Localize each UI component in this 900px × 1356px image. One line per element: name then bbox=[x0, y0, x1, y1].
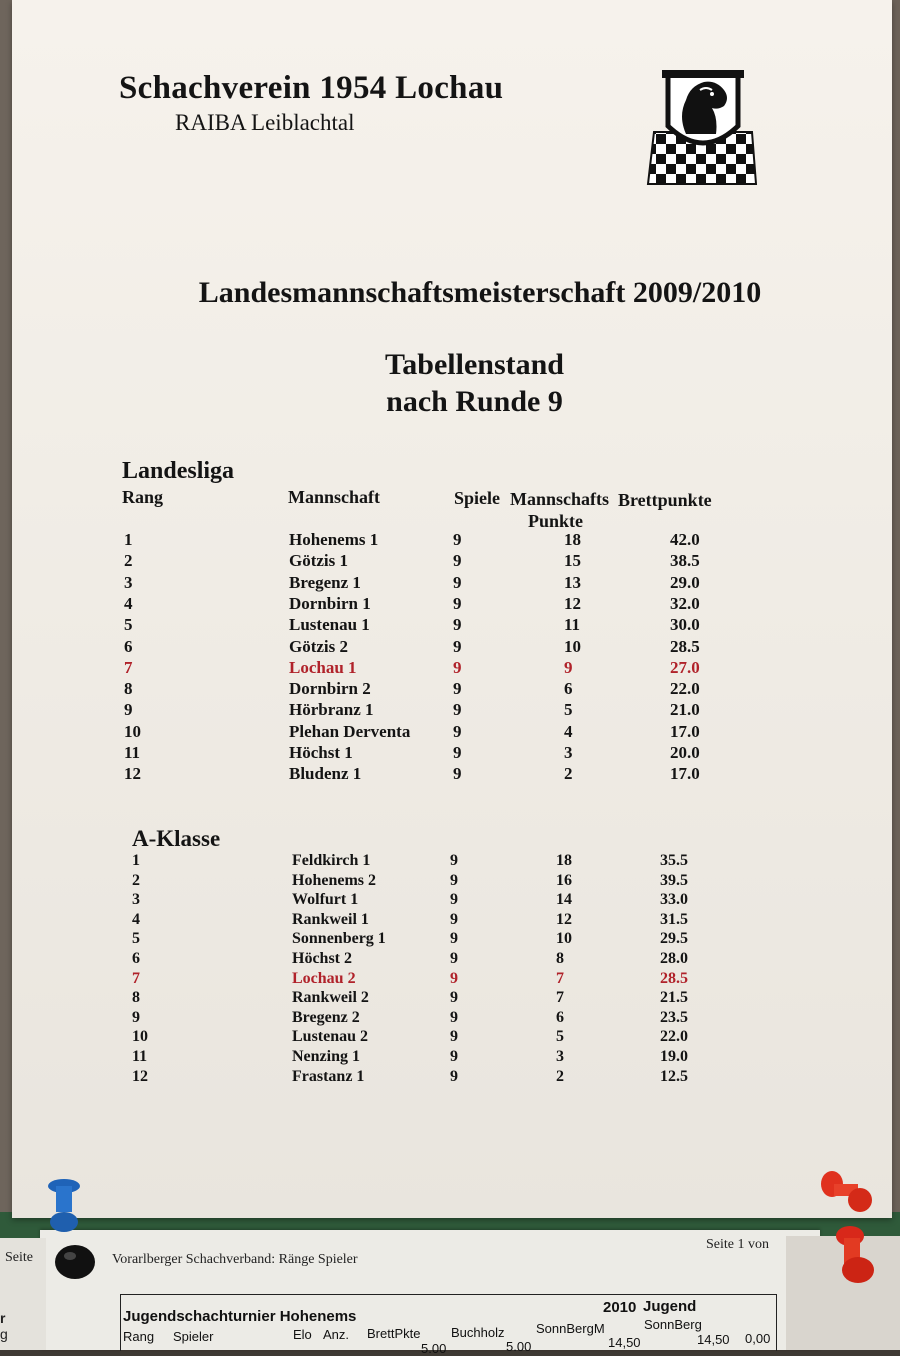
team-cell: Wolfurt 1 bbox=[292, 891, 359, 909]
th-anz: Anz. bbox=[323, 1327, 350, 1342]
team-cell: Lochau 1 bbox=[289, 657, 357, 677]
rank-cell: 8 bbox=[124, 679, 133, 699]
col-mannschaftspunkte: Mannschafts bbox=[510, 489, 610, 509]
rank-cell: 7 bbox=[132, 969, 140, 987]
table-row bbox=[12, 615, 892, 635]
team-points-cell: 7 bbox=[556, 969, 564, 987]
team-points-cell: 4 bbox=[564, 721, 573, 741]
club-sponsor: RAIBA Leiblachtal bbox=[175, 110, 355, 135]
games-cell: 9 bbox=[453, 615, 462, 635]
rank-cell: 3 bbox=[132, 891, 140, 909]
team-cell: Bregenz 2 bbox=[292, 1008, 360, 1026]
team-points-cell: 10 bbox=[564, 636, 581, 656]
games-cell: 9 bbox=[450, 989, 458, 1007]
games-cell: 9 bbox=[453, 700, 462, 720]
col-brettpunkte: Brettpunkte bbox=[618, 490, 712, 510]
table-row bbox=[12, 551, 892, 571]
team-points-cell: 16 bbox=[556, 871, 572, 889]
board-points-cell: 39.5 bbox=[660, 871, 688, 889]
val-extra: 0,00 bbox=[745, 1331, 771, 1346]
games-cell: 9 bbox=[450, 852, 458, 869]
board-points-cell: 31.5 bbox=[660, 910, 688, 928]
tournament-year: 2010 bbox=[603, 1299, 637, 1316]
rank-cell: 2 bbox=[124, 551, 133, 571]
team-cell: Lustenau 1 bbox=[289, 615, 370, 635]
team-points-cell: 18 bbox=[564, 530, 581, 549]
games-cell: 9 bbox=[450, 1048, 458, 1065]
rank-cell: 6 bbox=[124, 636, 133, 656]
board-points-cell: 21.5 bbox=[660, 989, 688, 1007]
games-cell: 9 bbox=[450, 1067, 458, 1085]
board-points-cell: 28.5 bbox=[670, 636, 700, 656]
team-cell: Rankweil 1 bbox=[292, 910, 369, 928]
board-points-cell: 23.5 bbox=[660, 1008, 688, 1026]
team-cell: Götzis 1 bbox=[289, 551, 349, 571]
team-points-cell: 8 bbox=[556, 950, 564, 967]
rank-cell: 7 bbox=[124, 657, 133, 677]
board-points-cell: 29.0 bbox=[670, 572, 700, 592]
board-points-cell: 28.0 bbox=[660, 950, 688, 967]
rank-cell: 1 bbox=[132, 852, 140, 869]
rank-cell: 10 bbox=[132, 1028, 148, 1046]
table-row bbox=[12, 852, 892, 872]
team-cell: Bregenz 1 bbox=[289, 572, 361, 592]
board-points-cell: 35.5 bbox=[660, 852, 688, 869]
games-cell: 9 bbox=[453, 572, 462, 592]
tournament-title: Jugendschachturnier Hohenems bbox=[123, 1308, 357, 1325]
team-points-cell: 2 bbox=[564, 764, 573, 784]
rank-cell: 3 bbox=[124, 572, 133, 592]
board-points-cell: 21.0 bbox=[670, 700, 700, 720]
rank-cell: 4 bbox=[132, 910, 140, 928]
table-row bbox=[12, 1048, 892, 1068]
team-cell: Hohenems 1 bbox=[289, 530, 379, 549]
team-cell: Lustenau 2 bbox=[292, 1028, 369, 1046]
th-rang: Rang bbox=[123, 1329, 155, 1344]
table-row bbox=[12, 764, 892, 784]
board-points-cell: 17.0 bbox=[670, 764, 700, 784]
black-pin-icon bbox=[52, 1240, 98, 1286]
table-row bbox=[12, 930, 892, 950]
games-cell: 9 bbox=[453, 764, 462, 784]
th-brettpkte: BrettPkte bbox=[367, 1326, 421, 1341]
team-cell: Plehan Derventa bbox=[289, 721, 411, 741]
col-spiele: Spiele bbox=[454, 488, 501, 508]
board-points-cell: 19.0 bbox=[660, 1048, 688, 1065]
team-points-cell: 6 bbox=[556, 1008, 564, 1026]
team-points-cell: 2 bbox=[556, 1067, 564, 1085]
val-buchholz: 5.00 bbox=[506, 1339, 532, 1354]
team-cell: Frastanz 1 bbox=[292, 1067, 365, 1085]
games-cell: 9 bbox=[450, 930, 458, 948]
rank-cell: 11 bbox=[132, 1048, 148, 1065]
jugend-table bbox=[120, 1294, 777, 1356]
team-cell: Dornbirn 1 bbox=[289, 593, 371, 613]
th-sonnberg: SonnBerg bbox=[644, 1317, 702, 1332]
team-cell: Höchst 1 bbox=[289, 743, 353, 762]
team-points-cell: 18 bbox=[556, 852, 572, 869]
games-cell: 9 bbox=[450, 910, 458, 928]
verband-header: Vorarlberger Schachverband: Ränge Spieler bbox=[112, 1252, 358, 1267]
table-row bbox=[12, 594, 892, 614]
rank-cell: 6 bbox=[132, 950, 140, 967]
games-cell: 9 bbox=[453, 657, 462, 677]
championship-title: Landesmannschaftsmeisterschaft 2009/2010 bbox=[198, 276, 762, 309]
team-points-cell: 11 bbox=[564, 615, 581, 635]
th-spieler: Spieler bbox=[173, 1329, 214, 1344]
left-seite-label: Seite bbox=[5, 1250, 33, 1265]
team-cell: Feldkirch 1 bbox=[292, 852, 371, 869]
val-brettpkte: 5.00 bbox=[421, 1341, 447, 1356]
table-row bbox=[12, 1068, 892, 1088]
team-cell: Sonnenberg 1 bbox=[292, 930, 386, 948]
rank-cell: 5 bbox=[132, 930, 140, 948]
red-pin-icon bbox=[830, 1224, 880, 1286]
col-punkte: Punkte bbox=[528, 511, 584, 531]
team-cell: Nenzing 1 bbox=[292, 1048, 360, 1065]
table-row bbox=[12, 658, 892, 678]
table-row bbox=[12, 970, 892, 990]
games-cell: 9 bbox=[453, 721, 462, 741]
rank-cell: 5 bbox=[124, 615, 133, 635]
team-cell: Bludenz 1 bbox=[289, 764, 362, 784]
team-points-cell: 3 bbox=[556, 1048, 564, 1065]
team-cell: Hohenems 2 bbox=[292, 871, 376, 889]
team-points-cell: 9 bbox=[564, 657, 573, 677]
val-sonnbergm: 14,50 bbox=[608, 1335, 641, 1350]
page-counter: Seite 1 von bbox=[706, 1237, 769, 1252]
table-row bbox=[12, 989, 892, 1009]
rank-cell: 10 bbox=[124, 721, 141, 741]
left-edge-r: r bbox=[0, 1310, 6, 1326]
games-cell: 9 bbox=[453, 636, 462, 656]
red-pin-icon bbox=[818, 1168, 874, 1216]
club-name: Schachverein 1954 Lochau bbox=[119, 70, 504, 106]
team-points-cell: 10 bbox=[556, 930, 572, 948]
rank-cell: 2 bbox=[132, 871, 140, 889]
team-cell: Dornbirn 2 bbox=[289, 679, 371, 699]
games-cell: 9 bbox=[453, 551, 462, 571]
games-cell: 9 bbox=[453, 679, 462, 699]
board-points-cell: 12.5 bbox=[660, 1067, 688, 1085]
section-a-klasse: A-Klasse bbox=[132, 826, 221, 851]
team-cell: Götzis 2 bbox=[289, 636, 349, 656]
team-points-cell: 15 bbox=[564, 551, 581, 571]
games-cell: 9 bbox=[453, 593, 462, 613]
board-points-cell: 27.0 bbox=[670, 657, 700, 677]
rank-cell: 8 bbox=[132, 989, 140, 1007]
games-cell: 9 bbox=[450, 871, 458, 889]
board-points-cell: 22.0 bbox=[670, 679, 700, 699]
team-cell: Hörbranz 1 bbox=[289, 700, 374, 720]
rank-cell: 9 bbox=[124, 700, 133, 720]
team-cell: Höchst 2 bbox=[292, 950, 352, 967]
standings-title: Tabellenstand bbox=[385, 348, 564, 381]
col-mannschaft: Mannschaft bbox=[288, 487, 381, 507]
table-row bbox=[12, 950, 892, 970]
th-buchholz: Buchholz bbox=[451, 1325, 505, 1340]
rank-cell: 12 bbox=[132, 1067, 148, 1085]
board-points-cell: 38.5 bbox=[670, 551, 700, 571]
games-cell: 9 bbox=[450, 969, 458, 987]
team-cell: Rankweil 2 bbox=[292, 989, 369, 1007]
val-sonnberg: 14,50 bbox=[697, 1332, 730, 1347]
table-row bbox=[12, 700, 892, 720]
team-cell: Lochau 2 bbox=[292, 969, 356, 987]
team-points-cell: 13 bbox=[564, 572, 581, 592]
board-points-cell: 29.5 bbox=[660, 930, 688, 948]
games-cell: 9 bbox=[450, 950, 458, 967]
standings-sheet bbox=[12, 0, 892, 1218]
board-points-cell: 22.0 bbox=[660, 1028, 688, 1046]
team-points-cell: 3 bbox=[564, 743, 573, 762]
table-row bbox=[12, 743, 892, 763]
blue-pin-icon bbox=[42, 1178, 86, 1234]
table-row bbox=[12, 637, 892, 657]
table-row bbox=[12, 911, 892, 931]
team-points-cell: 5 bbox=[556, 1028, 564, 1046]
games-cell: 9 bbox=[450, 1028, 458, 1046]
table-row bbox=[12, 891, 892, 911]
board-points-cell: 28.5 bbox=[660, 969, 688, 987]
board-points-cell: 32.0 bbox=[670, 593, 700, 613]
games-cell: 9 bbox=[450, 891, 458, 909]
table-row bbox=[12, 872, 892, 892]
section-landesliga: Landesliga bbox=[122, 458, 235, 484]
rank-cell: 1 bbox=[124, 530, 133, 549]
team-points-cell: 12 bbox=[556, 910, 572, 928]
board-points-cell: 17.0 bbox=[670, 721, 700, 741]
team-points-cell: 5 bbox=[564, 700, 573, 720]
games-cell: 9 bbox=[453, 530, 462, 549]
club-logo-icon bbox=[646, 64, 760, 188]
team-points-cell: 6 bbox=[564, 679, 573, 699]
table-row bbox=[12, 722, 892, 742]
tournament-category: Jugend bbox=[643, 1298, 697, 1315]
round-title: nach Runde 9 bbox=[386, 385, 563, 418]
table-row bbox=[12, 679, 892, 699]
board-points-cell: 30.0 bbox=[670, 615, 700, 635]
th-sonnbergm: SonnBergM bbox=[536, 1321, 605, 1336]
board-points-cell: 42.0 bbox=[670, 530, 700, 549]
board-points-cell: 20.0 bbox=[670, 743, 700, 762]
games-cell: 9 bbox=[453, 743, 462, 762]
rank-cell: 4 bbox=[124, 593, 133, 613]
th-elo: Elo bbox=[293, 1327, 312, 1342]
rank-cell: 9 bbox=[132, 1008, 140, 1026]
board-points-cell: 33.0 bbox=[660, 891, 688, 909]
table-row bbox=[12, 1028, 892, 1048]
games-cell: 9 bbox=[450, 1008, 458, 1026]
table-row bbox=[12, 1009, 892, 1029]
table-row bbox=[12, 573, 892, 593]
team-points-cell: 7 bbox=[556, 989, 564, 1007]
rank-cell: 12 bbox=[124, 764, 141, 784]
team-points-cell: 12 bbox=[564, 593, 581, 613]
table-row bbox=[12, 530, 892, 550]
col-rang: Rang bbox=[122, 487, 164, 507]
rank-cell: 11 bbox=[124, 743, 141, 762]
team-points-cell: 14 bbox=[556, 891, 572, 909]
left-edge-g: g bbox=[0, 1326, 8, 1342]
